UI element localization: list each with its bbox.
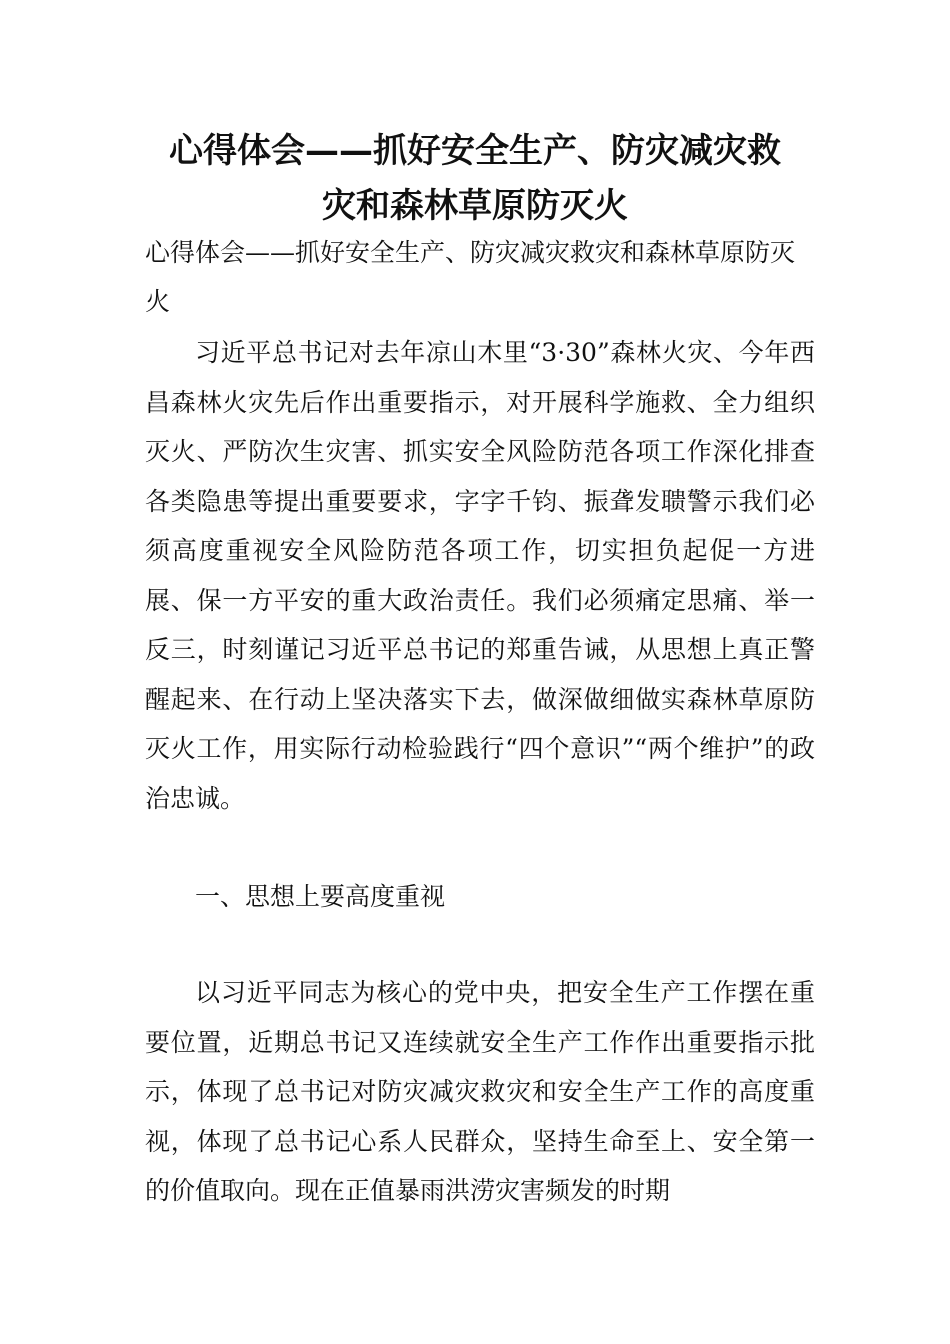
section-heading-1: 一、思想上要高度重视	[195, 882, 446, 911]
body-paragraph-1: 习近平总书记对去年凉山木里“3·30”森林火灾、今年西昌森林火灾先后作出重要指示，对开展科学施救、全力组织灭火、严防次生灾害、抓实安全风险防范各项工作深化排查各类隐患等提出重要要求，字字千钧、振聋发聩警示我们必须高度重视安全风险防范各项工作，切实担负起促一方进展、保一方平安的重大政治责任。我们必须痛定思痛、举一反三，时刻谨记习近平总书记的郑重告诫，从思想上真正警醒起来、在行动上坚决落实下去，做深做细做实森林草原防灭火工作，用实际行动检验践行“四个意识”“两个维护”的政治忠诚。	[145, 338, 815, 813]
title-line-2: 灾和森林草原防灭火	[322, 186, 628, 226]
document-subtitle: 心得体会——抓好安全生产、防灾减灾救灾和森林草原防灭火	[145, 238, 796, 316]
title-line-1: 心得体会——抓好安全生产、防灾减灾救	[169, 131, 781, 171]
body-paragraph-2: 以习近平同志为核心的党中央，把安全生产工作摆在重要位置，近期总书记又连续就安全生产工作作出重要指示批示，体现了总书记对防灾减灾救灾和安全生产工作的高度重视，体现了总书记心系人民群众，坚持生命至上、安全第一的价值取向。现在正值暴雨洪涝灾害频发的时期	[145, 978, 815, 1205]
document-title	[120, 124, 830, 234]
